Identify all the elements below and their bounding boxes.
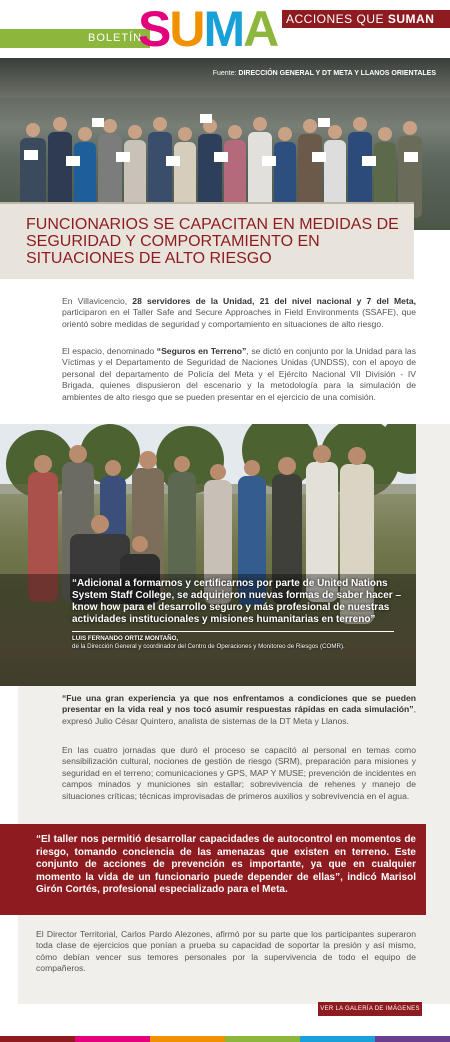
- paragraph-director: El Director Territorial, Carlos Pardo Alezones, afirmó por su parte que los participantes superaron toda clase de ejercicios que ponían a prueba su capacidad de soportar la presión y así mismo, cómo debían vencer sus temores personales por la supervivencia de todo el equipo de compañeros.: [36, 929, 416, 974]
- paragraph-quintero-rest: , expresó Julio César Quintero, analista de sistemas de la DT Meta y Llanos.: [62, 704, 416, 726]
- highlight-quote-box: [0, 824, 426, 915]
- stripe-segment: [150, 1036, 225, 1042]
- paragraph-espacio-bold: “Seguros en Terreno”: [156, 346, 247, 356]
- paragraph-intro: [62, 296, 416, 330]
- logo-letter-s: S: [138, 1, 170, 57]
- paragraph-intro-rest: participaron en el Taller Safe and Secure Approaches in Field Environments (SSAFE), que orientó sobre medidas de seguridad y comportamiento en situaciones de alto riesgo.: [62, 307, 416, 329]
- logo-letter-u: U: [169, 1, 204, 57]
- stripe-segment: [75, 1036, 150, 1042]
- quote-author-role: de la Dirección General y coordinador del Centro de Operaciones y Monitoreo de Riesgos (COMR).: [72, 643, 345, 650]
- gallery-link-button[interactable]: VER LA GALERÍA DE IMÁGENES: [318, 1002, 422, 1016]
- boletin-label: BOLETÍN: [88, 32, 143, 44]
- stripe-segment: [0, 1036, 75, 1042]
- paragraph-quintero-quote: “Fue una gran experiencia ya que nos enfrentamos a condiciones que se pueden presentar en la vida real y nos tocó asumir respuestas rápidas en cada simulación”: [62, 693, 416, 715]
- paragraph-quintero: [62, 693, 416, 727]
- paragraph-intro-text: En Villavicencio,: [62, 296, 133, 306]
- section-label: ACCIONES QUE: [286, 12, 388, 26]
- highlight-quote-giron: “El taller nos permitió desarrollar capacidades de autocontrol en momentos de riesgo, tomando conciencia de las amenazas que existen en terreno. Este conjunto de acciones de prevención es importante, ya que en cualquier momento la vida de un funcionario puede depender de ellas”, indicó Marisol Girón Cortés, profesional especializado para el Meta.: [36, 834, 416, 896]
- paragraph-espacio: [62, 346, 416, 403]
- quote-author-name: LUIS FERNANDO ORTIZ MONTAÑO,: [72, 635, 179, 642]
- article-title-box: [0, 202, 414, 279]
- stripe-segment: [375, 1036, 450, 1042]
- pull-quote-attribution: [72, 635, 408, 651]
- logo-letter-m: M: [203, 1, 244, 57]
- logo-letter-a: A: [243, 1, 278, 57]
- photo-credit-prefix: Fuente:: [212, 70, 239, 77]
- photo-credit-source: DIRECCIÓN GENERAL Y DT META Y LLANOS ORIENTALES: [238, 70, 436, 77]
- footer-color-stripe: [0, 1036, 450, 1042]
- paragraph-jornadas: En las cuatro jornadas que duró el proceso se capacitó al personal en temas como sensibilización cultural, nociones de gestión de riesgo (SRM), preparación para misiones y seguridad en el terreno; comunicaciones y GPS, MAP Y MUSE; prevención de incidentes en campos minados y municiones sin estallar; sobrevivencia de rehenes y manejo de situaciones críticas; técnicas improvisadas de primeros auxilios y sobrevivencia en el agua.: [62, 745, 416, 801]
- paragraph-espacio-text: El espacio, denominado: [62, 346, 157, 356]
- pull-quote-ortiz: “Adicional a formarnos y certificarnos por parte de United Nations System Staff College, se adquirieron nuevas formas de saber hacer – know how para el desarrollo seguro y más profesional de nuestras actividades institucionales y misiones humanitarias en terreno”: [72, 578, 402, 625]
- suma-logo: [138, 1, 278, 57]
- section-banner: [282, 10, 450, 28]
- newsletter-header: [0, 0, 450, 58]
- stripe-segment: [300, 1036, 375, 1042]
- paragraph-espacio-rest: , se dictó en conjunto por la Unidad para las Víctimas y el Departamento de Seguridad de Naciones Unidas (UNDSS), con el apoyo de personal del departamento de Policía del Meta y el Ejército Nacional VII División - IV Brigada, quienes dispusieron del escenario y la metodología para la simulación de ambientes de alto riesgo que se pueden presentar en el ejercicio de una comisión.: [62, 346, 417, 402]
- boletin-banner: [0, 29, 150, 48]
- photo-credit: [213, 70, 436, 77]
- article-title: FUNCIONARIOS SE CAPACITAN EN MEDIDAS DE SEGURIDAD Y COMPORTAMIENTO EN SITUACIONES DE ALTO RIESGO: [26, 216, 399, 267]
- paragraph-intro-bold: 28 servidores de la Unidad, 21 del nivel nacional y 7 del Meta,: [132, 296, 416, 306]
- stripe-segment: [225, 1036, 300, 1042]
- quote-divider: [72, 631, 394, 632]
- section-label-bold: SUMAN: [387, 12, 435, 26]
